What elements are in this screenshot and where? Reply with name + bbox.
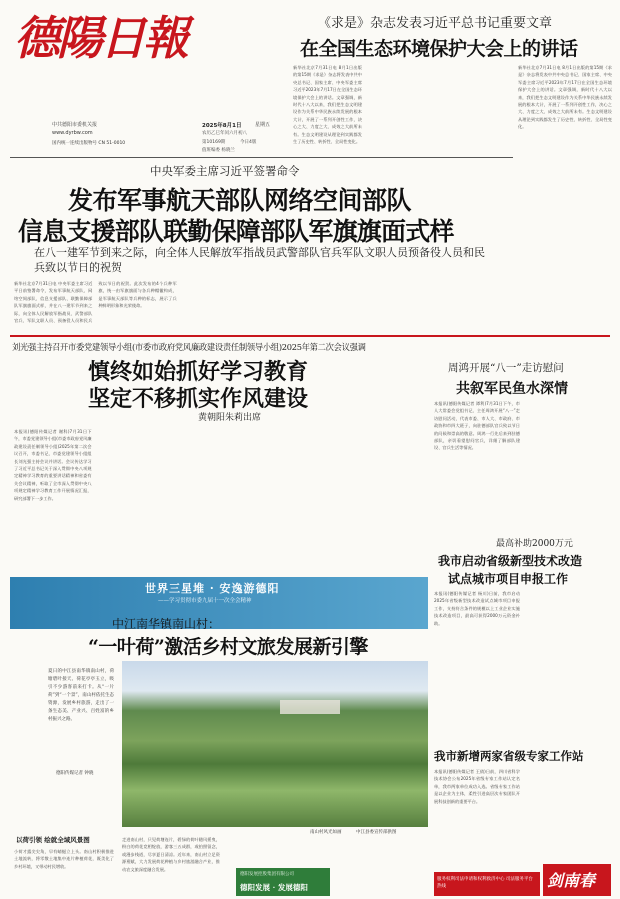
second-story-body: 本报讯(德阳传媒记者 谢科)7月31日下午，市委党建领导小组(市委市政府党风廉政建设责任制领导小组)2025年第二次会议召开，市委书记、市委党建领导小组组长刘光强主持会议并讲话。会议传达学习了习近平总书记关于深入贯彻中央八项规定精神学习教育的重要讲话精神和省委有关会议精神，听取了全市深入贯彻中央八项规定精神学习教育工作开展情况汇报，研究部署下一步工作。 — [14, 429, 92, 501]
feature-banner-sub: ——学习贯彻市委九届十一次全会精神 — [158, 598, 252, 604]
right-story1-headline-2[interactable]: 共叙军民鱼水深情 — [456, 381, 568, 397]
second-story-headline-1[interactable]: 慎终如始抓好学习教育 — [88, 359, 309, 385]
feature-headline[interactable]: “一叶荷”激活乡村文旅发展新引擎 — [88, 636, 368, 658]
right-story2-headline-1[interactable]: 我市启动省级新型技术改造 — [438, 554, 583, 568]
feature-photo-credit: 中江县委宣传部供图 — [356, 830, 397, 835]
right-story1-body: 本报讯(德阳传媒记者 谭利)7月31日下午，市人大常委会党组书记、主任周鸿开展“八一”走访慰问活动，代表市委、市人大、市政府、市政协和市四大班子，向驻德部队官兵致以节日的问候和崇高的敬意。周鸿一行先后来到驻德部队，亲切看望慰问官兵，详细了解部队建设、官兵生活等情况。 — [434, 401, 520, 451]
right-story2-kicker: 最高补助2000万元 — [496, 539, 573, 549]
masthead-website[interactable]: www.dyrbw.com — [52, 130, 93, 136]
feature-photo — [122, 661, 428, 827]
lead-story-headline-2[interactable]: 信息支援部队联勤保障部队军旗旗面式样 — [18, 217, 454, 246]
lead-story-kicker: 中央军委主席习近平签署命令 — [150, 164, 300, 178]
divider — [10, 157, 513, 158]
top-story-body: 新华社北京7月31日电 8月1日出版的第15期《求是》杂志将发表中共中央总书记、国家主席、中央军委主席习近平2023年7月17日在全国生态环境保护大会上的讲话。文章强调，新时代十八大以来，我们把生态文明建设作为关系中华民族永续发展的根本大计，开展了一系列开创性工作，决心之大、力度之大、成效之大前所未有。生态文明建设从理论到实践都发生了历史性、转折性、全局性变化。 — [293, 65, 362, 145]
feature-body: 走进南山村，只见荷塘连片，碧绿的荷叶随风摇曳，粉白的荷花竞相绽放，游客三五成群，或拍照留念，或漫步栈道，尽享夏日清凉。近年来，南山村立足资源禀赋，大力发展荷花种植与乡村旅游融合产业，推动农文旅深度融合发展。 — [122, 837, 220, 872]
feature-byline: 德阳传媒记者 钟晓 — [56, 771, 94, 776]
feature-banner: 世界三星堆 · 安逸游德阳 — [145, 582, 280, 595]
right-story2-body: 本报讯(德阳传媒记者 杨川)日前，我市启动2025年省级新型技术改造试点城市项目申报工作，支持符合条件的规模以上工业企业实施技术改造项目，最高可获得2000万元资金补助。 — [434, 591, 520, 626]
lead-story-body: 新华社北京7月31日电 中央军委主席习近平日前签署命令，发布军事航天部队、网络空间部队、信息支援部队、联勤保障部队军旗旗面式样，并在八一建军节到来之际，向全体人民解放军指战员、武警部队官兵、军队文职人员、预备役人员和民兵致以节日的祝贺。此次发布的4个兵种军旗，统一由军旗旗面与各兵种帽徽构成，是军事航天部队等兵种的标志，展示了兵种鲜明形象和光荣使命。 — [14, 281, 177, 324]
masthead-weekday: 星期五 — [255, 122, 271, 128]
feature-sidebar-body: 小荷才露尖尖角，早有蜻蜓立上头。南山村积极推进土地流转，将零散土地集中连片种植荷花，既美化了乡村环境，又带动村民增收。 — [14, 849, 114, 869]
masthead-issue: 第10169期 — [202, 140, 226, 145]
second-story-headline-2[interactable]: 坚定不移抓实作风建设 — [88, 386, 309, 412]
ad-right-logo: 剑南春 — [547, 871, 596, 890]
lead-story-headline-1[interactable]: 发布军事航天部队网络空间部队 — [68, 186, 412, 215]
masthead-editor: 值班编委 杨晓兰 — [202, 148, 235, 153]
right-story1-headline-1[interactable]: 周鸿开展“八一”走访慰问 — [448, 362, 564, 374]
section-divider — [10, 335, 610, 337]
masthead-code: 国内统一连续出版物号 CN 51-0010 — [52, 141, 126, 146]
right-story3-body: 本报讯(德阳传媒记者 王倩)日前，四川省科学技术协会公布2025年省级专家工作站认定名单，我市两家单位成功入选。省级专家工作站是以企业为主体，柔性引进高层次专家团队开展科技创新的重要平台。 — [434, 769, 520, 804]
feature-photo-caption: 南山村风光如画 — [310, 830, 342, 835]
masthead-logo: 德陽日報 — [14, 11, 186, 65]
masthead-org: 中共德阳市委机关报 — [52, 122, 98, 128]
lead-story-subhead: 在八一建军节到来之际，向全体人民解放军指战员武警部队官兵军队文职人员预备役人员和民兵致以节日的祝贺 — [34, 246, 485, 274]
ad-left-sub: 德阳发展控股集团有限公司 — [240, 872, 294, 877]
top-story-kicker: 《求是》杂志发表习近平总书记重要文章 — [318, 16, 553, 31]
top-story-continuation: 新华社北京7月31日电 8月1日出版的第15期《求是》杂志将发表中共中央总书记、国家主席、中央军委主席习近平2023年7月17日在全国生态环境保护大会上的讲话。文章强调，新时代十八大以来，我们把生态文明建设作为关系中华民族永续发展的根本大计，开展了一系列开创性工作，决心之大、力度之大、成效之大前所未有。生态文明建设从理论到实践都发生了历史性、转折性、全局性变化。 — [518, 65, 612, 130]
right-story3-headline[interactable]: 我市新增两家省级专家工作站 — [434, 749, 584, 763]
masthead-pages: 今日4版 — [240, 140, 257, 145]
feature-photo-houses — [280, 700, 340, 714]
feature-kicker: 中江南华镇南山村： — [112, 617, 221, 631]
top-story-headline[interactable]: 在全国生态环境保护大会上的讲话 — [300, 38, 578, 60]
feature-intro: 夏日的中江县南华镇南山村，荷塘碧叶接天、荷花亭亭玉立，吸引不少游客前来打卡。从“一片荷”到“一个景”，南山村依托生态资源，发展乡村旅游，走出了一条生态美、产业兴、百姓富的乡村振兴之路。 — [48, 669, 114, 722]
right-story2-headline-2[interactable]: 试点城市项目申报工作 — [448, 572, 569, 586]
second-story-reporter: 黄朝阳朱莉出席 — [198, 413, 262, 423]
masthead-date: 2025年8月1日 — [202, 123, 242, 129]
masthead-lunar: 农历乙巳年闰六月初八 — [202, 131, 247, 136]
ad-bottom-left-text: 服务权利司法申请和权利救济中心 司法服务平台热线 — [437, 877, 533, 889]
ad-left-title: 德阳发展 · 发展德阳 — [240, 883, 308, 892]
second-story-kicker: 刘光强主持召开市委党建领导小组(市委市政府党风廉政建设责任制领导小组)2025年第二次会议强调 — [12, 342, 366, 352]
feature-sidebar-title: 以荷引领 绘就全域风景图 — [16, 836, 90, 844]
